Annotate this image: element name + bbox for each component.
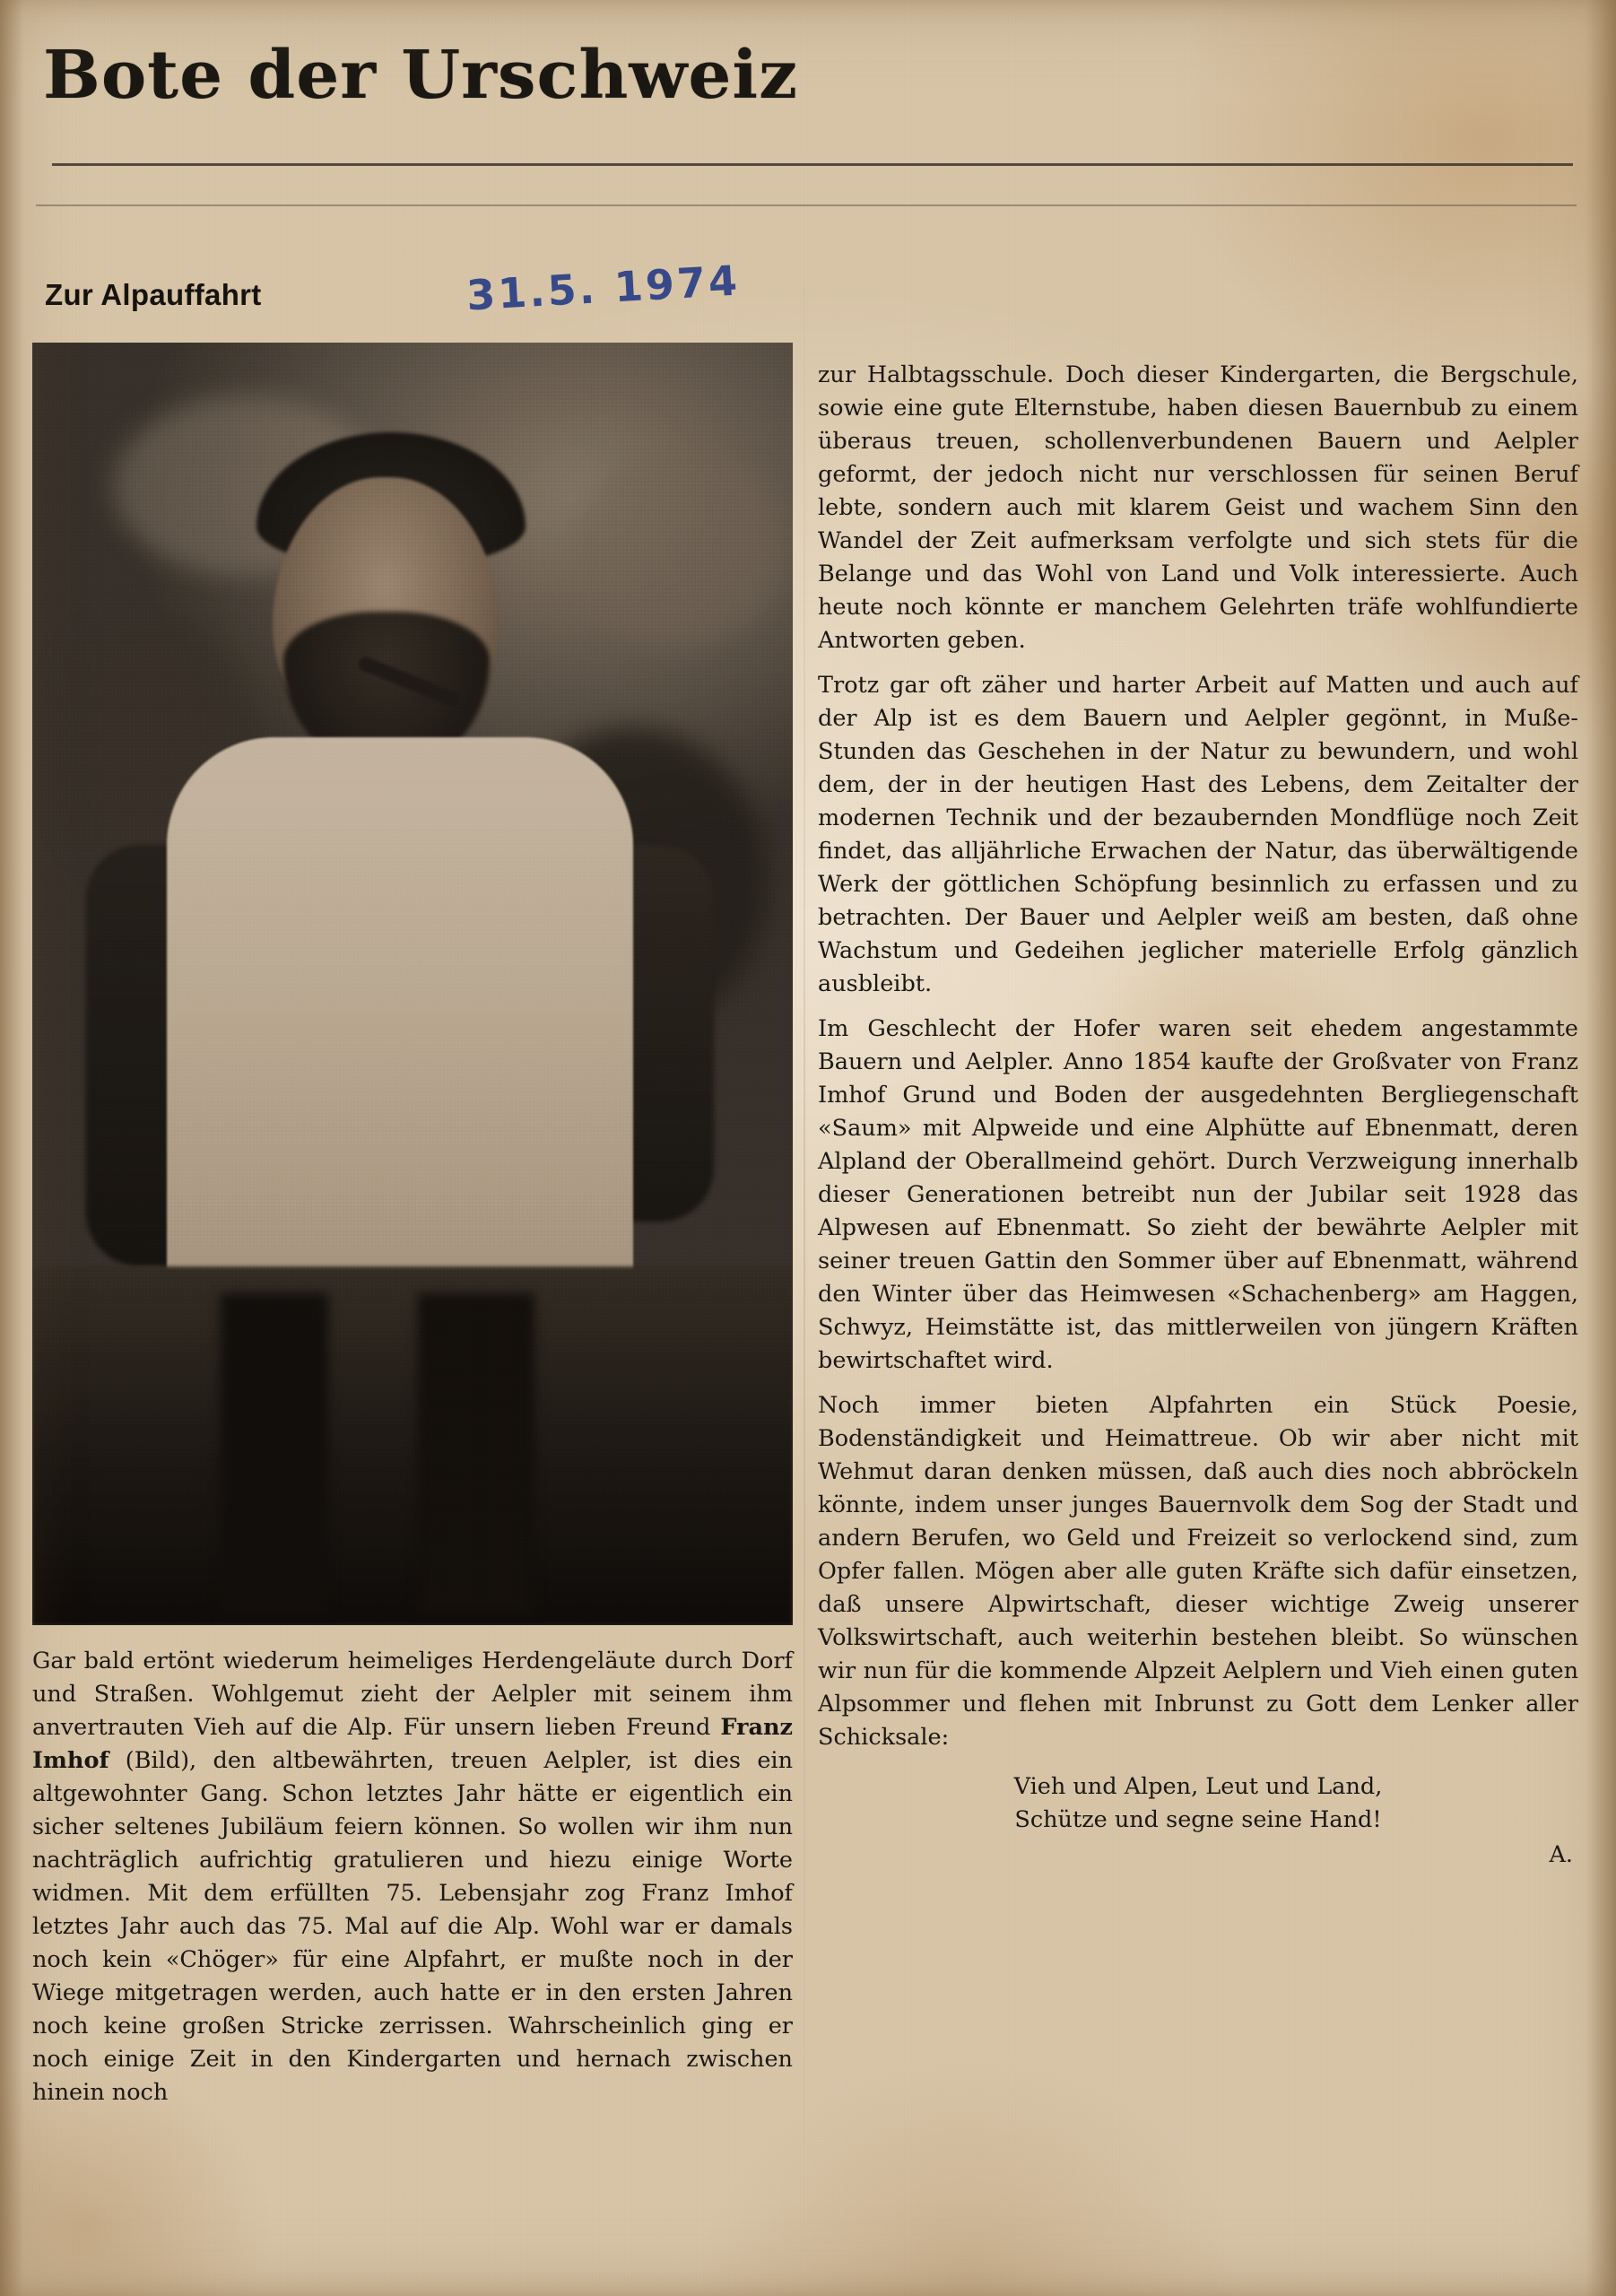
article-column-left bbox=[32, 1645, 793, 2109]
photo-sepia-overlay bbox=[32, 343, 793, 1625]
masthead-rule bbox=[52, 163, 1573, 166]
handwritten-date-annotation: 31.5. 1974 bbox=[465, 256, 742, 320]
article-headline: Zur Alpauffahrt bbox=[45, 278, 262, 311]
paragraph: Trotz gar oft zäher und harter Arbeit auf Matten und auch auf der Alp ist es dem Bauern und Aelpler gegönnt, in Muße-Stunden das Geschehen in der Natur zu bewundern, und wohl dem, der in der heutigen Hast des Lebens, dem Zeitalter der modernen Technik und der bezaubernden Mondflüge noch Zeit findet, das alljährliche Erwachen der Natur, das überwältigende Werk der göttlichen Schöpfung besinnlich zu erfassen und zu betrachten. Der Bauer und Aelpler weiß am besten, daß ohne Wachstum und Gedeihen jeglicher materielle Erfolg gänzlich ausbleibt. bbox=[818, 672, 1578, 997]
masthead bbox=[43, 34, 1101, 117]
masthead-title: Bote der Urschweiz bbox=[43, 37, 798, 114]
verse-line: Schütze und segne seine Hand! bbox=[1014, 1806, 1382, 1833]
paper-fold-line bbox=[804, 135, 805, 2269]
paragraph: zur Halbtagsschule. Doch dieser Kindergarten, die Bergschule, sowie eine gute Elternstube, haben diesen Bauernbub zu einem überaus treuen, schollenverbundenen Bauern und Aelpler geformt, der jedoch nicht nur verschlossen für seinen Beruf lebte, sondern auch mit klarem Geist und wachem Sinn den Wandel der Zeit aufmerksam verfolgte und sich stets für die Belange und das Wohl von Land und Volk interessierte. Auch heute noch könnte er manchem Gelehrten träfe wohlfundierte Antworten geben. bbox=[818, 361, 1578, 654]
article-column-right bbox=[818, 359, 1578, 1872]
paragraph: Noch immer bieten Alpfahrten ein Stück Poesie, Bodenständigkeit und Heimattreue. Ob wir aber nicht mit Wehmut daran denken müssen, daß auch dies noch abbröckeln könnte, indem unser junges Bauernvolk dem Sog der Stadt und andern Berufen, wo Geld und Freizeit so verlockend sind, zum Opfer fallen. Mögen aber alle guten Kräfte sich dafür einsetzen, daß unsere Alpwirtschaft, dieser wichtige Zweig unserer Volkswirtschaft, auch weiterhin bestehen bleibt. So wünschen wir nun für die kommende Alpzeit Aelplern und Vieh einen guten Alpsommer und flehen mit Inbrunst zu Gott dem Lenker aller Schicksale: bbox=[818, 1392, 1578, 1751]
paper-right-edge-shadow bbox=[1586, 0, 1616, 2296]
paper-left-edge-shadow bbox=[0, 0, 23, 2296]
verse-line: Vieh und Alpen, Leut und Land, bbox=[1013, 1773, 1383, 1800]
article-photo bbox=[32, 343, 793, 1625]
paragraph: Im Geschlecht der Hofer waren seit ehedem angestammte Bauern und Aelpler. Anno 1854 kaufte der Großvater von Franz Imhof Grund und Boden der ausgedehnten Bergliegenschaft «Saum» mit Alpweide und eine Alphütte auf Ebnenmatt, deren Alpland der Oberallmeind gehört. Durch Verzweigung innerhalb dieser Generationen betreibt nun der Jubilar seit 1928 das Alpwesen auf Ebnenmatt. So zieht der bewährte Aelpler mit seiner treuen Gattin den Sommer über auf Ebnenmatt, während den Winter über das Heimwesen «Schachenberg» am Haggen, Schwyz, Heimstätte ist, das mittlerweilen von jüngern Kräften bewirtschaftet wird. bbox=[818, 1015, 1578, 1374]
masthead-rule-secondary bbox=[36, 204, 1577, 206]
closing-verse bbox=[818, 1770, 1578, 1872]
author-initials: A. bbox=[1549, 1841, 1573, 1868]
paragraph: Gar bald ertönt wiederum heimeliges Herdengeläute durch Dorf und Straßen. Wohlgemut zieht der Aelpler mit seinem ihm anvertrauten Vieh auf die Alp. Für unsern lieben Freund Franz Imhof (Bild), den altbewährten, treuen Aelpler, ist dies ein altgewohnter Gang. Schon letztes Jahr hätte er eigentlich ein sicher seltenes Jubiläum feiern können. So wollen wir ihm nun nachträglich aufrichtig gratulieren und hiezu einige Worte widmen. Mit dem erfüllten 75. Lebensjahr zog Franz Imhof letztes Jahr auch das 75. Mal auf die Alp. Wohl war er damals noch kein «Chöger» für eine Alpfahrt, er mußte noch in der Wiege mitgetragen werden, auch hatte er in den ersten Jahren noch keine großen Stricke zerrissen. Wahrscheinlich ging er noch einige Zeit in den Kindergarten und hernach zwischen hinein noch bbox=[32, 1648, 793, 2106]
